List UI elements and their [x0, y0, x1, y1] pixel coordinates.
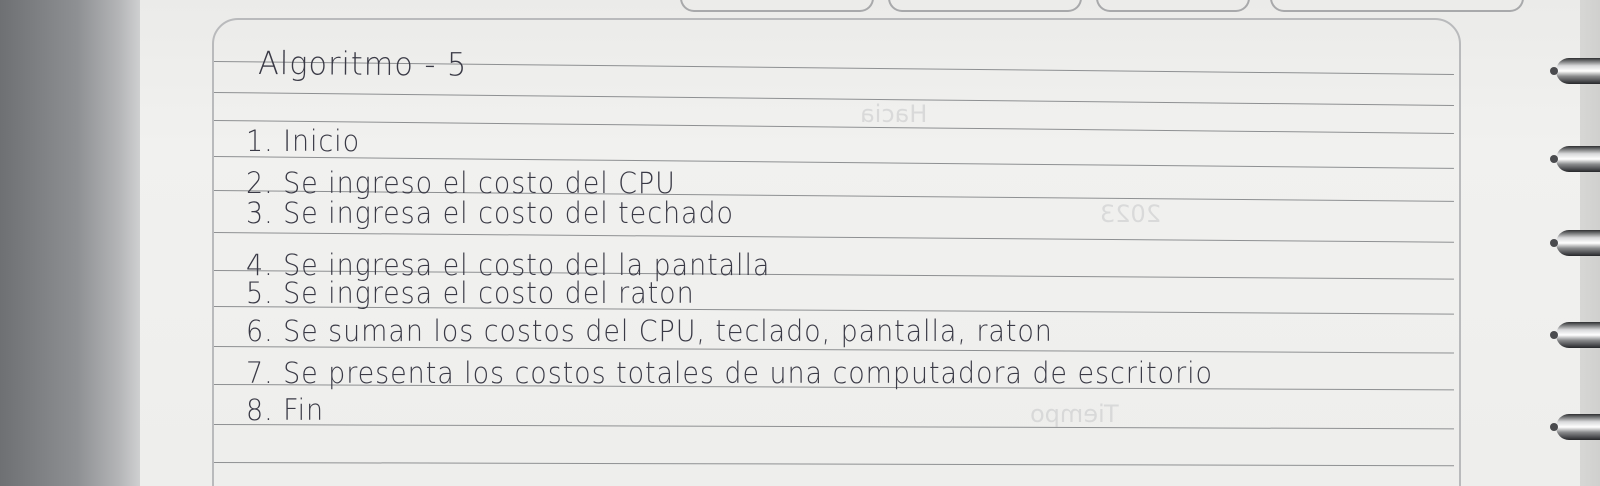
- top-tab: [680, 0, 874, 12]
- ring-hole: [1550, 331, 1558, 339]
- notebook-cover-edge: [0, 0, 140, 486]
- spiral-ring: [1556, 322, 1600, 348]
- ring-hole: [1550, 155, 1558, 163]
- top-tab: [888, 0, 1082, 12]
- algorithm-step-3: 3. Se ingresa el costo del techado: [246, 196, 734, 230]
- algorithm-step-7: 7. Se presenta los costos totales de una computadora de escritorio: [246, 356, 1213, 390]
- algorithm-step-6: 6. Se suman los costos del CPU, teclado, pantalla, raton: [246, 314, 1053, 348]
- algorithm-step-2: 2. Se ingreso el costo del CPU: [246, 166, 676, 200]
- show-through-writing: 2023: [1100, 200, 1162, 228]
- top-tab: [1096, 0, 1250, 12]
- algorithm-step-1: 1. Inicio: [246, 124, 361, 158]
- show-through-writing: Tiempo: [1030, 400, 1119, 428]
- top-tab: [1270, 0, 1524, 12]
- spiral-ring: [1556, 58, 1600, 84]
- ring-hole: [1550, 67, 1558, 75]
- page-top-tabs: [680, 0, 1540, 12]
- algorithm-step-8: 8. Fin: [246, 393, 325, 427]
- ring-hole: [1550, 239, 1558, 247]
- show-through-writing: Hacia: [860, 100, 928, 128]
- ring-hole: [1550, 423, 1558, 431]
- algorithm-title: Algoritmo - 5: [258, 44, 468, 84]
- algorithm-step-5: 5. Se ingresa el costo del raton: [246, 276, 695, 310]
- spiral-ring: [1556, 146, 1600, 172]
- spiral-ring: [1556, 230, 1600, 256]
- algorithm-step-4: 4. Se ingresa el costo del la pantalla: [246, 248, 771, 282]
- spiral-ring: [1556, 414, 1600, 440]
